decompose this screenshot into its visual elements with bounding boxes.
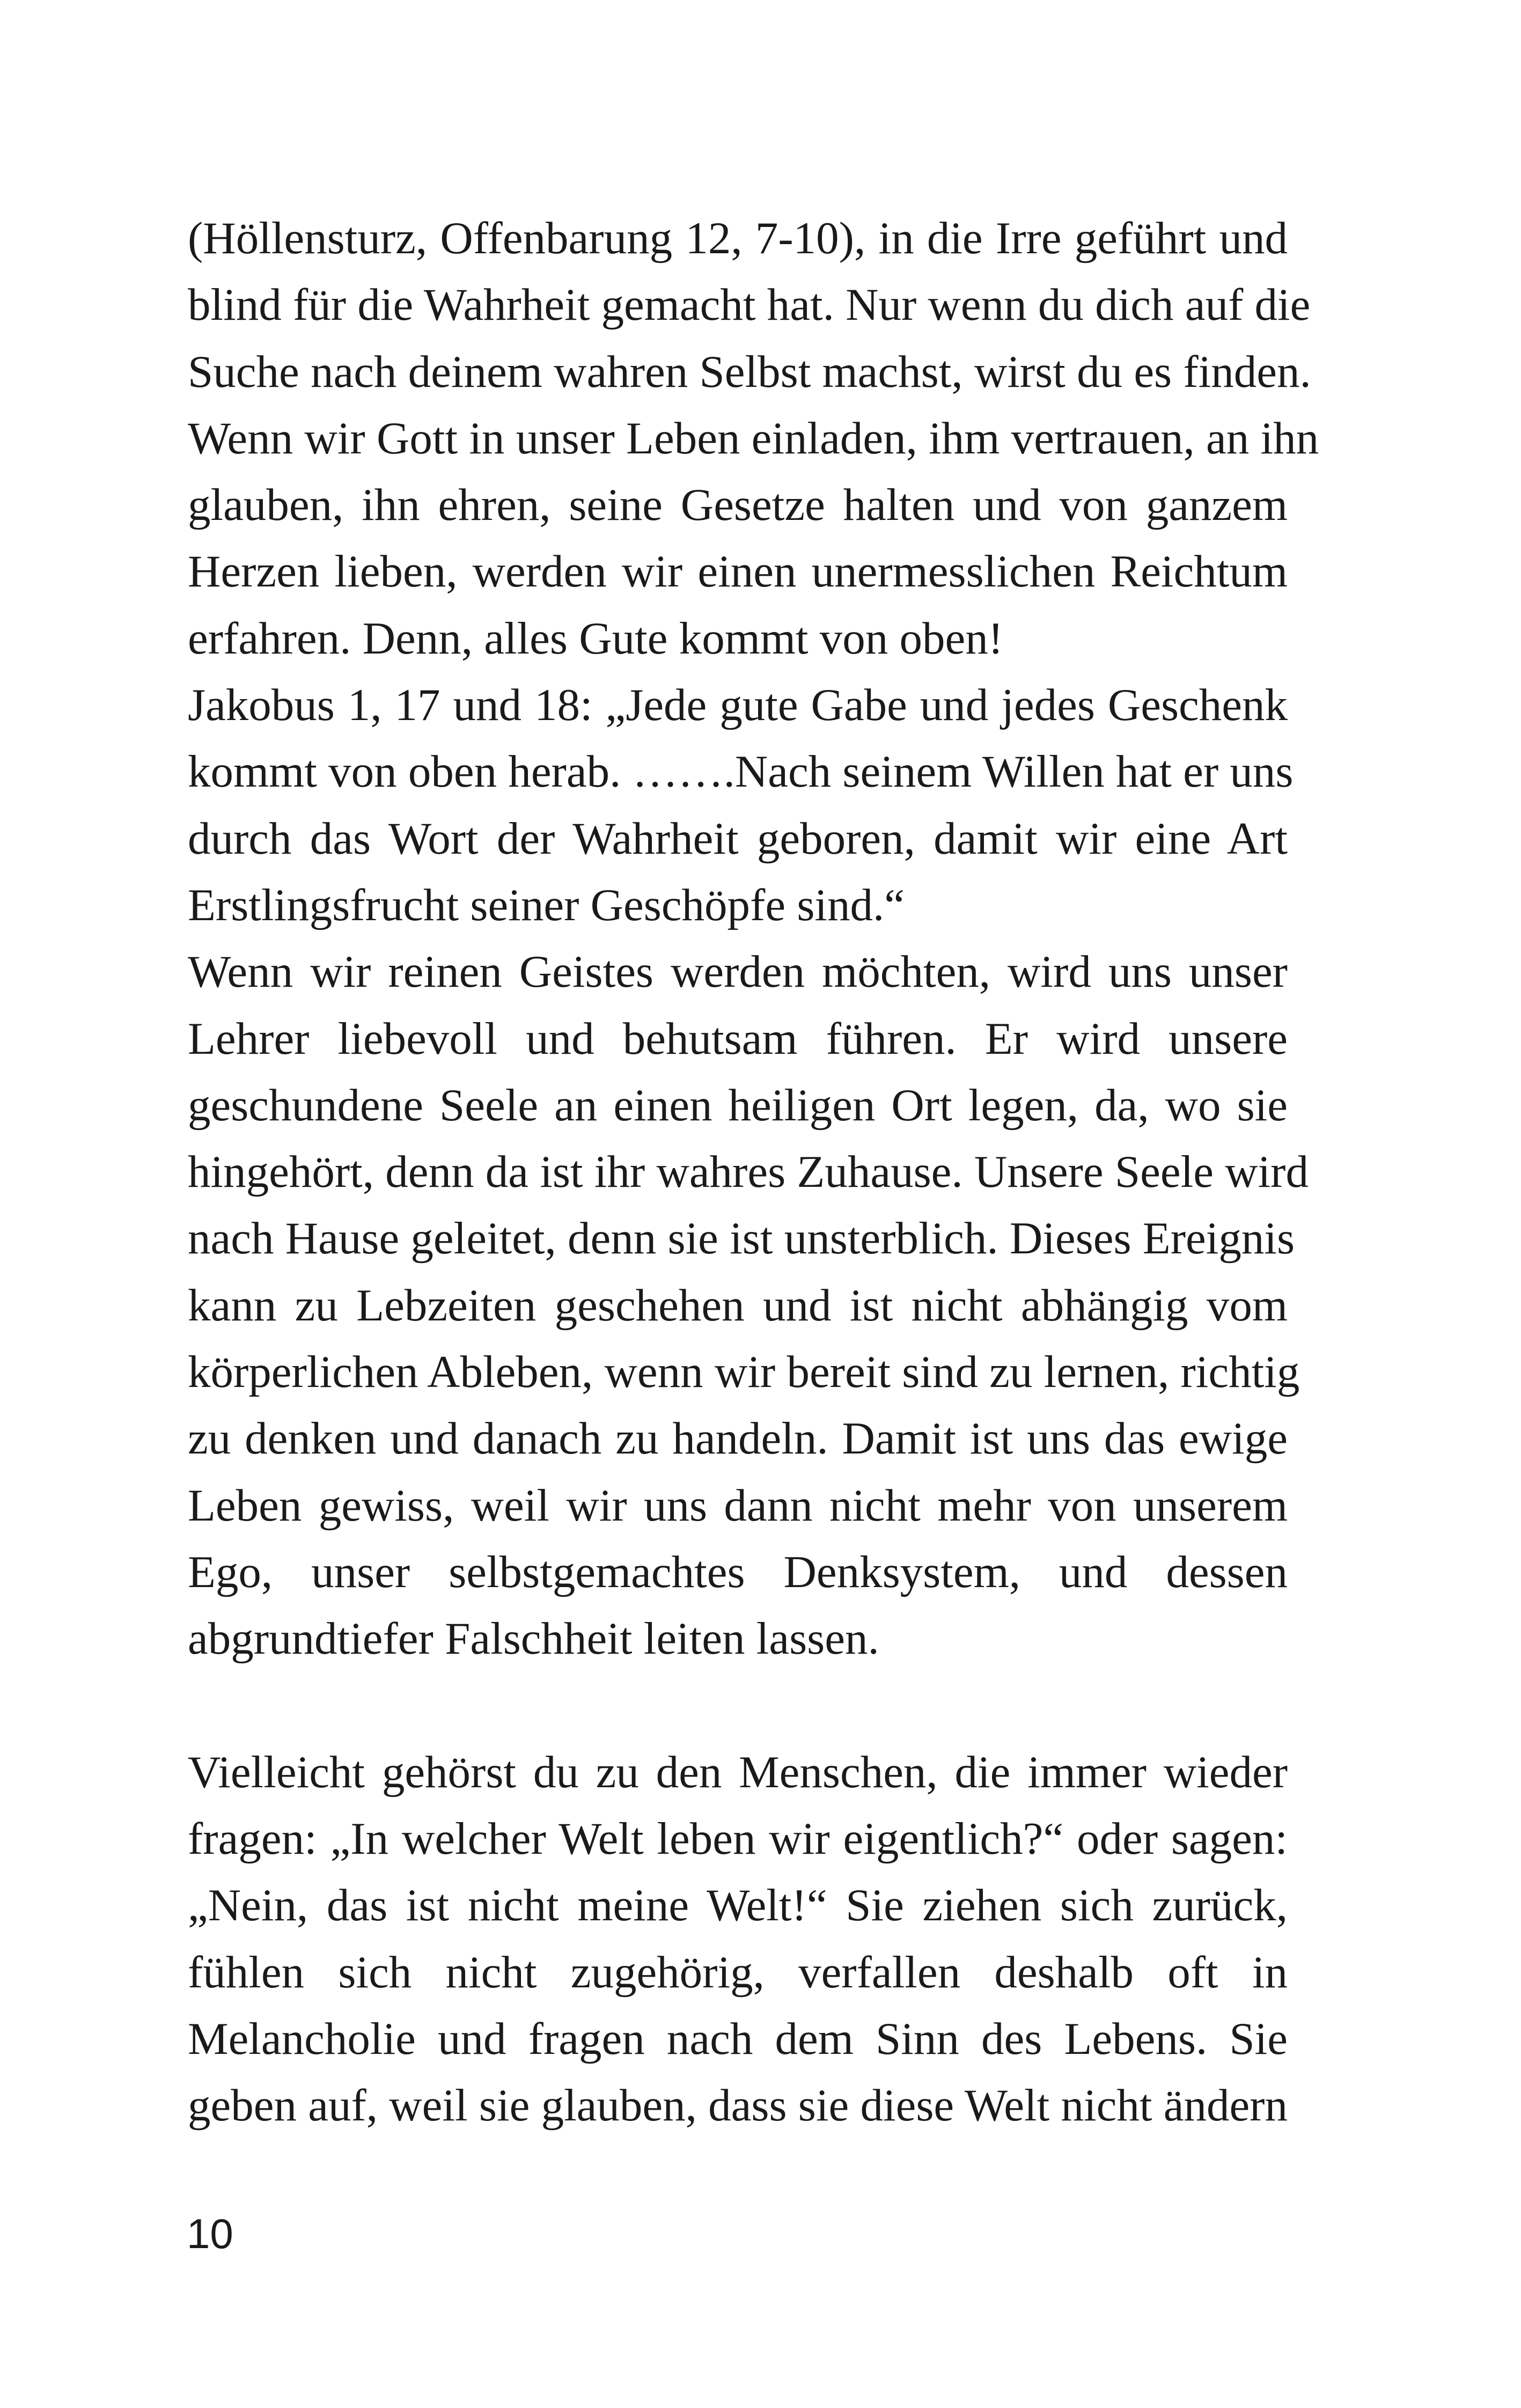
text-line: erfahren. Denn, alles Gute kommt von oben! (188, 613, 1004, 664)
paragraph (188, 672, 1294, 938)
paragraph-gap (188, 1672, 1288, 1739)
text-line: kann zu Lebzeiten geschehen und ist nicht abhängig vom (188, 1280, 1288, 1331)
page-number: 10 (187, 2210, 233, 2257)
text-line: „Nein, das ist nicht meine Welt!“ Sie ziehen sich zurück, (188, 1880, 1288, 1931)
text-line: Erstlingsfrucht seiner Geschöpfe sind.“ (188, 879, 905, 930)
text-line: Melancholie und fragen nach dem Sinn des Lebens. Sie (188, 2014, 1288, 2065)
text-line: glauben, ihn ehren, seine Gesetze halten und von ganzem (188, 480, 1288, 531)
text-line: blind für die Wahrheit gemacht hat. Nur wenn du dich auf die (188, 280, 1311, 331)
paragraph (188, 1739, 1288, 2139)
text-line: Ego, unser selbstgemachtes Denksystem, und dessen (188, 1546, 1288, 1597)
text-line: durch das Wort der Wahrheit geboren, damit wir eine Art (188, 813, 1288, 864)
text-line: Suche nach deinem wahren Selbst machst, wirst du es finden. (188, 346, 1311, 397)
text-line: (Höllensturz, Offenbarung 12, 7-10), in die Irre geführt und (188, 213, 1288, 263)
text-line: körperlichen Ableben, wenn wir bereit sind zu lernen, richtig (188, 1347, 1300, 1398)
text-line: Wenn wir Gott in unser Leben einladen, ihm vertrauen, an ihn (188, 413, 1319, 464)
text-line: Jakobus 1, 17 und 18: „Jede gute Gabe und jedes Geschenk (188, 680, 1288, 731)
text-line: geben auf, weil sie glauben, dass sie diese Welt nicht ändern (188, 2080, 1288, 2131)
text-line: zu denken und danach zu handeln. Damit ist uns das ewige (188, 1413, 1288, 1464)
text-line: fühlen sich nicht zugehörig, verfallen deshalb oft in (188, 1947, 1288, 1998)
text-line: abgrundtiefer Falschheit leiten lassen. (188, 1613, 879, 1664)
text-line: Vielleicht gehörst du zu den Menschen, die immer wieder (188, 1746, 1288, 1797)
text-line: nach Hause geleitet, denn sie ist unsterblich. Dieses Ereignis (188, 1213, 1295, 1264)
text-line: hingehört, denn da ist ihr wahres Zuhause. Unsere Seele wird (188, 1147, 1309, 1198)
text-line: Wenn wir reinen Geistes werden möchten, wird uns unser (188, 946, 1288, 997)
paragraph (188, 205, 1319, 672)
text-line: kommt von oben herab. …….Nach seinem Willen hat er uns (188, 746, 1294, 797)
text-line: Lehrer liebevoll und behutsam führen. Er wird unsere (188, 1013, 1288, 1064)
text-line: Herzen lieben, werden wir einen unermesslichen Reichtum (188, 546, 1288, 597)
text-line: fragen: „In welcher Welt leben wir eigentlich?“ oder sagen: (188, 1814, 1288, 1864)
text-line: Leben gewiss, weil wir uns dann nicht mehr von unserem (188, 1480, 1288, 1531)
text-line: geschundene Seele an einen heiligen Ort legen, da, wo sie (188, 1080, 1288, 1130)
paragraph (188, 938, 1309, 1672)
body-text (188, 205, 1319, 2139)
